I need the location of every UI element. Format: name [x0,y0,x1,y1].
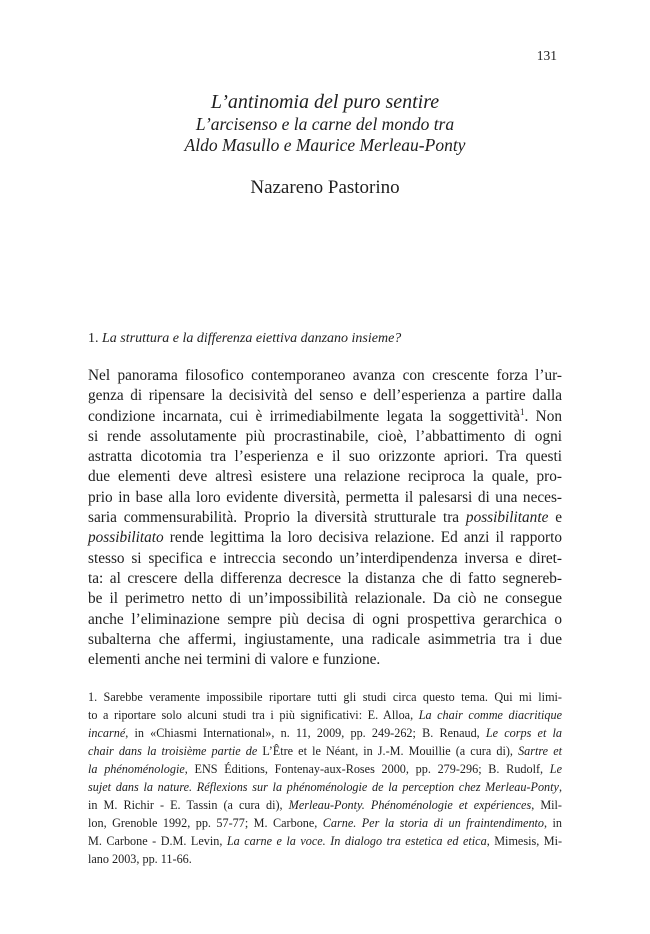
paragraph-text: condizione incarnata, cui è irrimediabilmente legata la soggettività [88,407,521,425]
footnote-italic: Le corps et la [485,726,562,740]
paragraph-line: ta: al crescere della differenza decresce la distanza che di fatto segnereb- [88,569,562,587]
footnote-reference[interactable]: 1 [520,406,525,417]
paragraph-line: elementi anche nei termini di valore e funzione. [88,651,381,669]
footnote-text: , [558,780,562,794]
footnote-italic: Le [549,762,562,776]
paragraph-text: . Non [524,407,562,425]
footnote-italic: chair dans la troisième partie de [88,744,258,758]
footnote-line [88,778,562,796]
paragraph-line: si rende assolutamente più procrastinabile, cioè, l’abbattimento di ogni [88,427,562,445]
footnote-italic: La carne e la voce. In dialogo tra estetica ed etica [226,834,487,848]
page-number: 131 [536,48,557,63]
article-title: L’antinomia del puro sentire [210,91,440,113]
footnote-text: , Mimesis, Mi- [486,834,563,848]
footnote-italic: incarné [88,726,126,740]
footnote-text: M. Carbone - D.M. Levin, [88,834,227,848]
paragraph-line: stesso si specifica e intreccia secondo un’interdipendenza inversa e diret- [88,549,562,567]
footnote-text: L’Être et le Néant, in J.-M. Mouillie (a cura di), [257,744,519,758]
footnote-line [88,742,562,760]
paragraph-line: Nel panorama filosofico contemporaneo avanza con crescente forza l’ur- [88,367,562,384]
paragraph-line: be il perimetro netto di un’impossibilità relazionale. Da ciò ne consegue [88,590,562,608]
footnote-text: in M. Richir - E. Tassin (a cura di), [88,798,289,812]
paragraph-text: e [548,509,562,527]
title-block [88,90,562,200]
paragraph-line: anche l’eliminazione sempre più decisa di ogni prospettiva gerarchica o [88,610,562,628]
section-heading [88,330,562,348]
paragraph-line [88,407,562,427]
paragraph-line: subalterna che affermi, ingiustamente, una radicale asimmetria tra i due [88,630,562,648]
footnote-line: 1. Sarebbe veramente impossibile riportare tutti gli studi circa questo tema. Qui mi limi- [88,690,562,704]
footnote-line [88,814,562,832]
paragraph-text: rende legittima la loro decisiva relazione. Ed anzi il rapporto [163,529,562,547]
paragraph-text: saria commensurabilità. Proprio la diversità strutturale tra [88,509,466,527]
paragraph-line [88,528,562,548]
footnote-text: to a riportare solo alcuni studi tra i più significativi: E. Alloa, [88,708,419,722]
footnote-text: , Mil- [531,798,562,812]
paragraph-line: due elementi deve altresì esistere una relazione reciproca la quale, pro- [88,468,562,486]
paragraph-line: prio in base alla loro evidente diversità, permetta il palesarsi di una neces- [88,488,562,506]
footnote-line [88,724,562,742]
body-paragraph [88,366,562,670]
footnote-text: , in [544,816,562,830]
article-subtitle-line-2: Aldo Masullo e Maurice Merleau-Ponty [184,135,466,155]
footnote-line [88,760,562,778]
emphasis-text: possibilitato [88,529,164,547]
footnote-italic: La chair comme diacritique [418,708,562,722]
footnote [88,688,562,868]
paragraph-line: astratta dicotomia tra l’esperienza e il suo orizzonte apriori. Tra questi [88,448,562,466]
footnote-line [88,796,562,814]
footnote-italic: sujet dans la nature. Réflexions sur la phénoménologie de la perception chez Merleau-Ponty [88,780,559,794]
footnote-text: lon, Grenoble 1992, pp. 57-77; M. Carbone, [88,816,323,830]
footnote-line [88,832,562,850]
emphasis-text: possibilitante [465,509,549,527]
footnote-italic: Merleau-Ponty. Phénoménologie et expériences [288,798,532,812]
article-subtitle-line-1: L’arcisenso e la carne del mondo tra [195,114,455,134]
section-number: 1. [88,331,99,346]
paragraph-line [88,508,562,528]
author-name: Nazareno Pastorino [250,177,400,198]
section-title: La struttura e la differenza eiettiva danzano insieme? [102,331,402,346]
footnote-italic: la phénoménologie [88,762,185,776]
footnote-italic: Sartre et [518,744,562,758]
footnote-line [88,706,562,724]
footnote-text: , ENS Éditions, Fontenay-aux-Roses 2000, pp. 279-296; B. Rudolf, [184,762,550,776]
paragraph-line: genza di ripensare la decisività del senso e dell’esperienza a partire dalla [88,387,562,405]
footnote-line: lano 2003, pp. 11-66. [88,852,192,866]
footnote-text: , in «Chiasmi International», n. 11, 2009, pp. 249-262; B. Renaud, [125,726,486,740]
footnote-italic: Carne. Per la storia di un fraintendimento [322,816,545,830]
